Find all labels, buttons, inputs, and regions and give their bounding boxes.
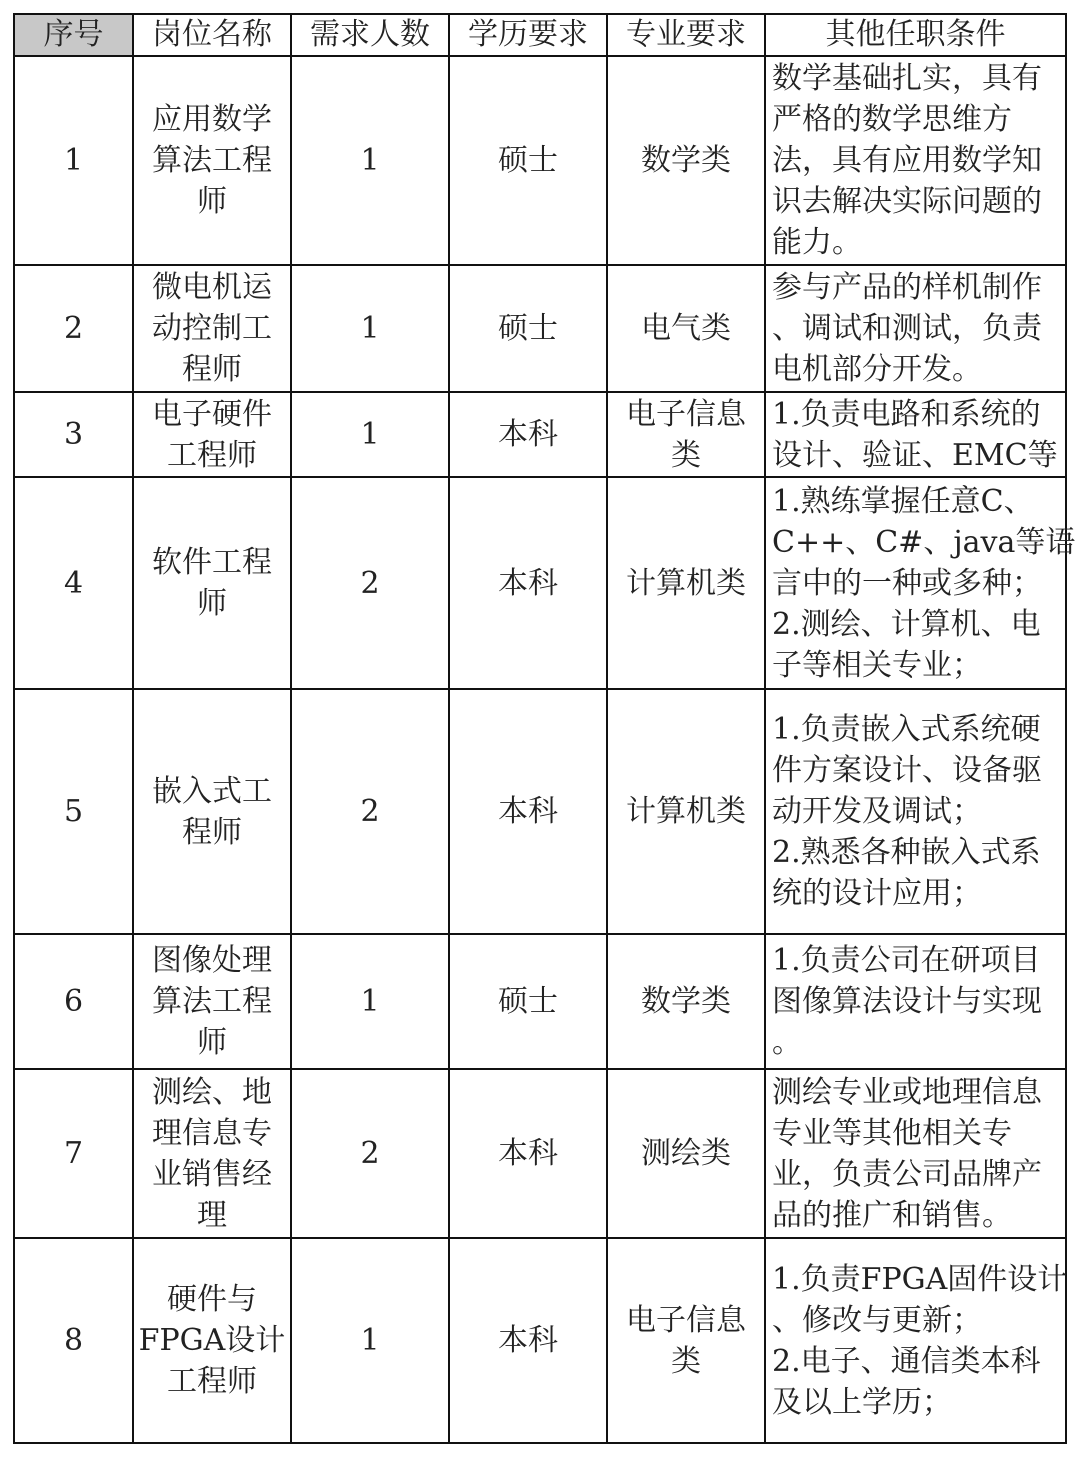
cell-position [133, 265, 291, 392]
cell-position-line: 理 [197, 1197, 227, 1233]
cell-other-line: 数学基础扎实，具有 [772, 61, 1042, 96]
cell-position [133, 934, 291, 1069]
cell-other-line: 1.负责嵌入式系统硬 [772, 712, 1041, 747]
cell-education: 本科 [449, 1238, 607, 1443]
cell-other-line: 1.熟练掌握任意C、 [772, 483, 1034, 519]
header-seq: 序号 [14, 14, 133, 56]
cell-position [133, 56, 291, 265]
cell-other-line: 参与产品的样机制作 [772, 270, 1042, 305]
cell-position [133, 689, 291, 934]
cell-other-line: 业，负责公司品牌产 [772, 1156, 1042, 1192]
cell-other-line: 及以上学历； [772, 1384, 952, 1420]
cell-seq: 2 [14, 265, 133, 392]
cell-count: 1 [291, 265, 449, 392]
cell-other-line: 图像算法设计与实现 [772, 984, 1042, 1019]
cell-position-line: 算法工程 [152, 984, 272, 1019]
cell-position-line: 算法工程 [152, 143, 272, 178]
cell-position-line: 微电机运 [152, 270, 272, 305]
cell-position-line: 软件工程 [152, 545, 272, 580]
cell-count: 2 [291, 477, 449, 689]
cell-other-line: 法，具有应用数学知 [772, 143, 1042, 178]
cell-position-line: 师 [197, 184, 227, 219]
cell-education: 本科 [449, 1069, 607, 1238]
cell-major [607, 477, 765, 689]
cell-position [133, 1238, 291, 1443]
cell-other-line: 设计、验证、EMC等 [772, 437, 1058, 473]
cell-major-line: 测绘类 [641, 1136, 731, 1171]
cell-major [607, 934, 765, 1069]
cell-education: 硕士 [449, 56, 607, 265]
cell-major-line: 电气类 [641, 311, 731, 346]
cell-position-line: 图像处理 [152, 943, 272, 978]
cell-position [133, 477, 291, 689]
cell-count: 1 [291, 56, 449, 265]
cell-position-line: 测绘、地 [152, 1074, 272, 1110]
cell-other-line: 严格的数学思维方 [772, 102, 1012, 137]
cell-position [133, 392, 291, 477]
cell-position-line: 程师 [182, 814, 242, 850]
cell-major [607, 392, 765, 477]
cell-other-line: 、调试和测试，负责 [772, 311, 1042, 346]
cell-position-line: 应用数学 [152, 102, 272, 137]
cell-other-line: 能力。 [772, 225, 862, 260]
cell-position [133, 1069, 291, 1238]
cell-other [765, 1069, 1066, 1238]
cell-other-line: 专业等其他相关专 [772, 1115, 1012, 1151]
cell-major-line: 计算机类 [626, 565, 746, 601]
table-row [14, 265, 1066, 392]
cell-position-line: 师 [197, 586, 227, 621]
cell-position-line: 工程师 [167, 437, 257, 473]
table-row [14, 1069, 1066, 1238]
cell-position-line: 师 [197, 1025, 227, 1060]
cell-other [765, 477, 1076, 689]
cell-seq: 6 [14, 934, 133, 1069]
cell-other-line: 1.负责FPGA固件设计 [772, 1261, 1068, 1297]
cell-other-line: 测绘专业或地理信息 [772, 1074, 1042, 1110]
table-row [14, 56, 1066, 265]
cell-education: 本科 [449, 689, 607, 934]
cell-seq: 3 [14, 392, 133, 477]
cell-other-line: 。 [772, 1025, 802, 1060]
cell-major-line: 计算机类 [626, 794, 746, 829]
cell-position-line: 理信息专 [152, 1115, 272, 1151]
table-row [14, 689, 1066, 934]
cell-other-line: 2.测绘、计算机、电 [772, 606, 1041, 642]
cell-other-line: 子等相关专业； [772, 647, 982, 683]
cell-position-line: 动控制工 [152, 311, 272, 346]
cell-seq: 8 [14, 1238, 133, 1443]
cell-position-line: 电子硬件 [152, 396, 272, 432]
cell-major [607, 1238, 765, 1443]
cell-other [765, 1238, 1066, 1443]
cell-major-line: 数学类 [641, 984, 731, 1019]
cell-position-line: 嵌入式工 [152, 773, 272, 809]
table-row [14, 1238, 1066, 1443]
cell-other [765, 689, 1066, 934]
cell-major-line: 类 [671, 437, 701, 473]
header-major: 专业要求 [607, 14, 765, 56]
cell-position-line: FPGA设计 [138, 1323, 286, 1358]
cell-position-line: 业销售经 [152, 1156, 272, 1192]
cell-count: 1 [291, 1238, 449, 1443]
cell-count: 2 [291, 689, 449, 934]
cell-other-line: 品的推广和销售。 [772, 1197, 1012, 1233]
cell-seq: 1 [14, 56, 133, 265]
cell-other [765, 56, 1066, 265]
cell-position-line: 程师 [182, 352, 242, 387]
cell-education: 硕士 [449, 265, 607, 392]
cell-other-line: 电机部分开发。 [772, 352, 982, 387]
cell-count: 2 [291, 1069, 449, 1238]
cell-other-line: 言中的一种或多种； [772, 565, 1042, 601]
cell-other-line: C++、C#、java等语 [772, 524, 1076, 560]
header-other: 其他任职条件 [765, 14, 1066, 56]
cell-major [607, 1069, 765, 1238]
cell-other-line: 1.负责公司在研项目 [772, 943, 1041, 978]
cell-other-line: 动开发及调试； [772, 794, 982, 829]
cell-other [765, 392, 1066, 477]
cell-other-line: 1.负责电路和系统的 [772, 396, 1041, 432]
cell-seq: 4 [14, 477, 133, 689]
cell-major-line: 类 [671, 1343, 701, 1379]
cell-other-line: 件方案设计、设备驱 [772, 753, 1042, 788]
cell-education: 本科 [449, 392, 607, 477]
cell-major [607, 265, 765, 392]
cell-seq: 5 [14, 689, 133, 934]
cell-major-line: 电子信息 [626, 1302, 746, 1338]
cell-major [607, 56, 765, 265]
cell-major [607, 689, 765, 934]
cell-major-line: 数学类 [641, 143, 731, 178]
header-position: 岗位名称 [133, 14, 291, 56]
cell-other [765, 934, 1066, 1069]
cell-other-line: 、修改与更新； [772, 1302, 982, 1338]
cell-major-line: 电子信息 [626, 396, 746, 432]
cell-position-line: 硬件与 [167, 1282, 257, 1317]
recruitment-table [13, 13, 1076, 1444]
cell-other-line: 2.电子、通信类本科 [772, 1343, 1041, 1379]
cell-position-line: 工程师 [167, 1364, 257, 1399]
header-education: 学历要求 [449, 14, 607, 56]
header-count: 需求人数 [291, 14, 449, 56]
header-row [14, 14, 1066, 56]
table-row [14, 477, 1066, 689]
table-row [14, 934, 1066, 1069]
cell-count: 1 [291, 934, 449, 1069]
cell-count: 1 [291, 392, 449, 477]
cell-education: 本科 [449, 477, 607, 689]
cell-other-line: 2.熟悉各种嵌入式系 [772, 835, 1041, 870]
cell-other-line: 统的设计应用； [772, 876, 982, 911]
cell-other [765, 265, 1066, 392]
cell-other-line: 识去解决实际问题的 [772, 184, 1042, 219]
cell-education: 硕士 [449, 934, 607, 1069]
table-row [14, 392, 1066, 477]
cell-seq: 7 [14, 1069, 133, 1238]
